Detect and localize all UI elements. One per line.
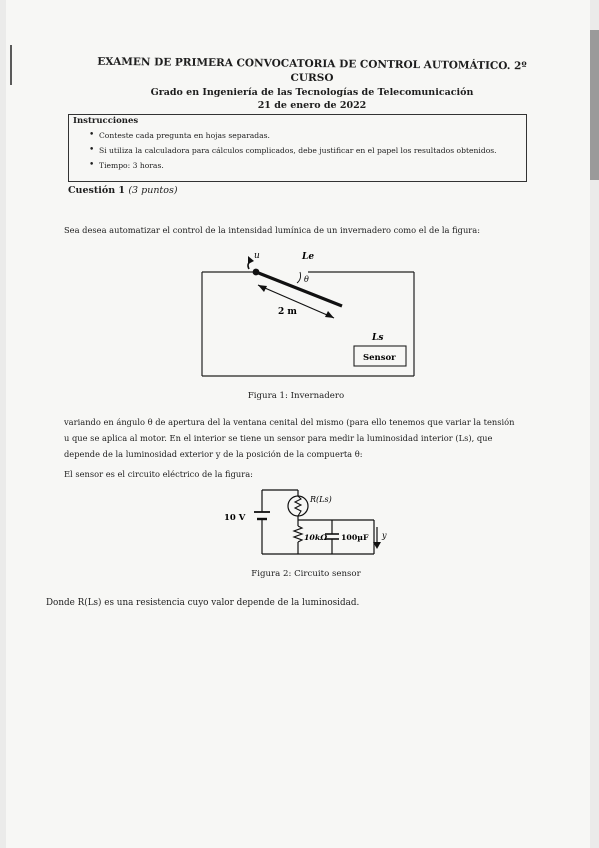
greenhouse-figure bbox=[196, 248, 422, 378]
voltage-label: 10 V bbox=[224, 513, 246, 523]
hinge-motor bbox=[253, 269, 260, 276]
instructions-list bbox=[89, 131, 497, 176]
figure1-caption: Figura 1: Invernadero bbox=[247, 391, 345, 401]
paragraph-line: variando en ángulo θ de apertura del la ventana cenital del mismo (para ello tenemos que variar la tensión bbox=[64, 417, 515, 427]
exam-title: EXAMEN DE PRIMERA CONVOCATORIA DE CONTROL AUTOMÁTICO. 2º bbox=[97, 55, 527, 73]
exam-page bbox=[6, 0, 590, 848]
length-label: 2 m bbox=[278, 307, 297, 317]
paragraph-line: El sensor es el circuito eléctrico de la figura: bbox=[64, 469, 253, 479]
paragraph-line: depende de la luminosidad exterior y de la posición de la compuerta θ: bbox=[64, 449, 363, 459]
page-edge-mark bbox=[10, 45, 12, 85]
degree-name: Grado en Ingeniería de las Tecnologías de Telecomunicación bbox=[150, 87, 474, 98]
ldr-resistor bbox=[288, 496, 308, 516]
paragraph-line: u que se aplica al motor. En el interior se tiene un sensor para medir la luminosidad interior (Ls), que bbox=[64, 433, 493, 443]
paragraph-line: Donde R(Ls) es una resistencia cuyo valor depende de la luminosidad. bbox=[46, 598, 360, 608]
interior-light-label: Ls bbox=[372, 333, 384, 343]
roof-window bbox=[256, 272, 342, 306]
angle-arc bbox=[297, 272, 301, 283]
ldr-label: R(Ls) bbox=[310, 495, 332, 504]
figure2-caption: Figura 2: Circuito sensor bbox=[251, 569, 361, 579]
question-intro: Sea desea automatizar el control de la intensidad lumínica de un invernadero como el de la figura: bbox=[64, 225, 480, 235]
exterior-light-label: Le bbox=[302, 252, 315, 262]
page-edge-shadow bbox=[590, 30, 599, 180]
capacitor-label: 100µF bbox=[341, 533, 369, 542]
exam-title-course: CURSO bbox=[290, 72, 334, 84]
motor-input-label: u bbox=[254, 251, 260, 261]
question-heading bbox=[68, 185, 178, 196]
exam-date: 21 de enero de 2022 bbox=[257, 100, 367, 111]
instructions-box bbox=[68, 114, 527, 182]
instruction-item: • Si utiliza la calculadora para cálculos complicados, debe justificar en el papel los resultados obtenidos. bbox=[89, 146, 497, 161]
instructions-title: Instrucciones bbox=[73, 116, 139, 126]
sensor-circuit-figure bbox=[224, 482, 402, 560]
angle-label: θ bbox=[304, 275, 309, 284]
question-points: (3 puntos) bbox=[128, 185, 178, 196]
instruction-item: • Tiempo: 3 horas. bbox=[89, 161, 497, 176]
sensor-label: Sensor bbox=[363, 353, 396, 363]
output-label: y bbox=[382, 531, 387, 540]
instruction-item: • Conteste cada pregunta en hojas separadas. bbox=[89, 131, 497, 146]
question-label: Cuestión 1 bbox=[68, 185, 126, 196]
resistor-label: 10kΩ bbox=[304, 533, 328, 542]
